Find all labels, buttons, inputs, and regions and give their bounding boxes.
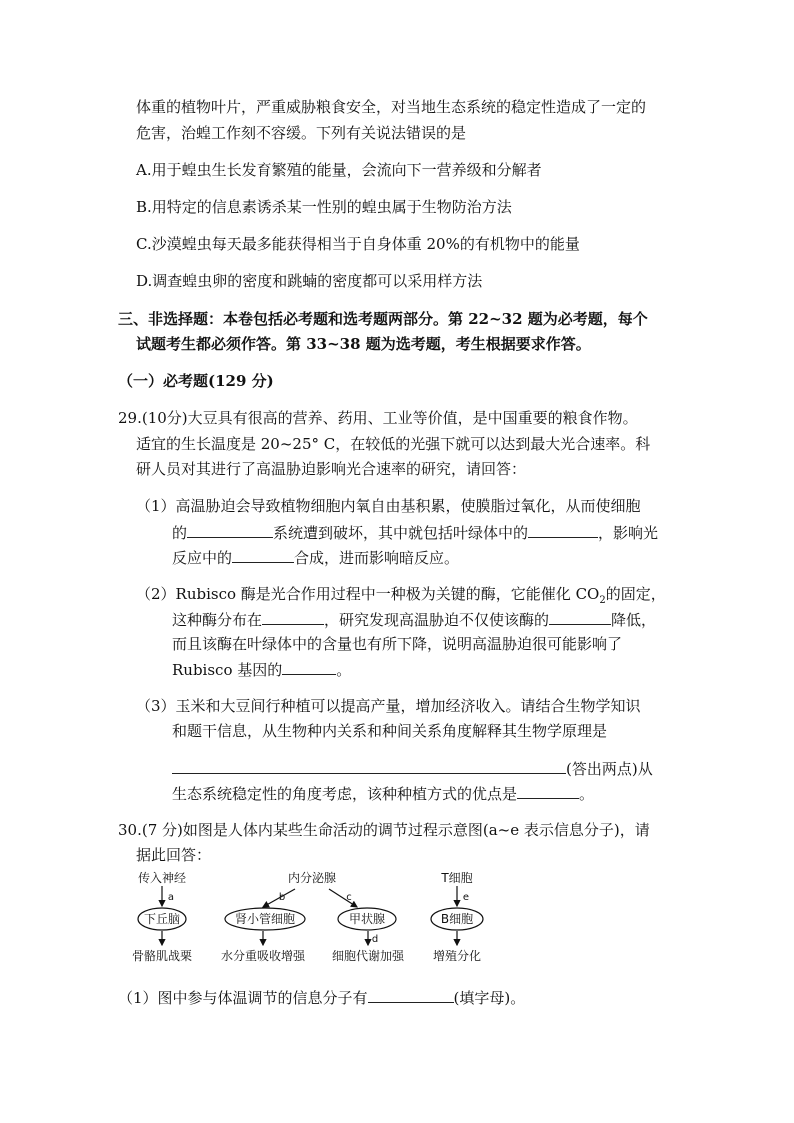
thyroid-label: 甲状腺 [348, 912, 386, 926]
text: 反应中的 [172, 549, 233, 567]
q29-sub3-line1: （3）玉米和大豆间行种植可以提高产量，增加经济收入。请结合生物学知识 [136, 697, 641, 715]
hypothalamus-label: 下丘脑 [143, 912, 181, 926]
renal-tubule-label: 肾小管细胞 [234, 912, 296, 926]
text: 。 [579, 785, 595, 803]
water-reabsorption-label: 水分重吸收增强 [220, 949, 306, 963]
q29-line2: 适宜的生长温度是 20~25° C，在较低的光强下就可以达到最大光合速率。科 [136, 435, 651, 453]
q30-line2: 据此回答： [136, 846, 212, 864]
text: 的 [172, 524, 188, 542]
subscript: 2 [599, 595, 606, 606]
afferent-nerve-label: 传入神经 [137, 871, 187, 885]
q29-sub3-line3 [172, 758, 653, 779]
answer-blank[interactable] [368, 987, 454, 1003]
q21-option-d: D.调查蝗虫卵的密度和跳蝻的密度都可以采用样方法 [136, 272, 483, 290]
q29-sub2-line4 [172, 659, 351, 680]
q29-line1: 29.(10分)大豆具有很高的营养、药用、工业等价值，是中国重要的粮食作物。 [118, 409, 638, 427]
part1-heading: （一）必考题(129 分) [118, 372, 274, 390]
text: （2）Rubisco 酶是光合作用过程中一种极为关键的酶，它能催化 CO [136, 585, 600, 603]
q29-sub2-line1 [136, 584, 666, 611]
q21-option-b: B.用特定的信息素诱杀某一性别的蝗虫属于生物防治方法 [136, 198, 512, 216]
text: 合成，进而影响暗反应。 [294, 549, 460, 567]
q21-option-c: C.沙漠蝗虫每天最多能获得相当于自身体重 20%的有机物中的能量 [136, 235, 580, 253]
b-cell-label: B细胞 [440, 912, 474, 926]
shivering-label: 骨骼肌战栗 [131, 949, 193, 963]
text: 生态系统稳定性的角度考虑，该种种植方式的优点是 [172, 785, 518, 803]
signal-d-label: d [371, 934, 379, 945]
answer-blank[interactable] [517, 783, 579, 799]
q30-line1: 30.(7 分)如图是人体内某些生命活动的调节过程示意图(a~e 表示信息分子)，请 [118, 821, 650, 839]
q29-sub1-line2 [172, 522, 658, 543]
q29-sub3-line4 [172, 783, 594, 804]
text: 的固定， [605, 585, 666, 603]
text: ，影响光 [598, 524, 659, 542]
text: (答出两点)从 [566, 760, 653, 778]
answer-blank[interactable] [282, 659, 336, 675]
q29-sub3-line2: 和题干信息，从生物种内关系和种间关系角度解释其生物学原理是 [172, 722, 608, 740]
section3-heading-line1: 三、非选择题：本卷包括必考题和选考题两部分。第 22~32 题为必考题，每个 [118, 310, 648, 328]
answer-blank[interactable] [187, 522, 273, 538]
answer-blank[interactable] [172, 758, 566, 774]
text: 这种酶分布在 [172, 611, 263, 629]
q29-sub2-line3: 而且该酶在叶绿体中的含量也有所下降，说明高温胁迫很可能影响了 [172, 635, 623, 653]
section3-heading-line2: 试题考生都必须作答。第 33~38 题为选考题，考生根据要求作答。 [136, 335, 591, 353]
text: (填字母)。 [453, 989, 526, 1007]
q21-option-a: A.用于蝗虫生长发育繁殖的能量，会流向下一营养级和分解者 [136, 161, 542, 179]
proliferation-label: 增殖分化 [432, 949, 482, 963]
t-cell-label: T细胞 [441, 871, 473, 885]
signal-e-label: e [462, 892, 470, 903]
text: 。 [336, 661, 352, 679]
q21-line2: 危害，治蝗工作刻不容缓。下列有关说法错误的是 [136, 124, 467, 142]
signal-b-label: b [278, 892, 286, 903]
q21-line1: 体重的植物叶片，严重威胁粮食安全，对当地生态系统的稳定性造成了一定的 [136, 98, 647, 116]
text: 系统遭到破坏，其中就包括叶绿体中的 [273, 524, 529, 542]
answer-blank[interactable] [549, 609, 611, 625]
answer-blank[interactable] [232, 547, 294, 563]
text: （1）图中参与体温调节的信息分子有 [118, 989, 368, 1007]
q29-sub2-line2 [172, 609, 656, 630]
q29-line3: 研人员对其进行了高温胁迫影响光合速率的研究，请回答： [136, 460, 527, 478]
q29-sub1-line3 [172, 547, 459, 568]
q29-sub1-line1: （1）高温胁迫会导致植物细胞内氧自由基积累，使膜脂过氧化，从而使细胞 [136, 497, 641, 515]
signal-a-label: a [167, 892, 175, 903]
answer-blank[interactable] [262, 609, 324, 625]
text: 降低， [611, 611, 657, 629]
answer-blank[interactable] [528, 522, 598, 538]
regulation-diagram [127, 868, 527, 968]
text: Rubisco 基因的 [172, 661, 283, 679]
endocrine-gland-label: 内分泌腺 [287, 871, 337, 885]
metabolism-label: 细胞代谢加强 [331, 949, 405, 963]
q30-sub1 [118, 987, 525, 1008]
signal-c-label: c [346, 892, 352, 903]
text: ，研究发现高温胁迫不仅使该酶的 [324, 611, 550, 629]
